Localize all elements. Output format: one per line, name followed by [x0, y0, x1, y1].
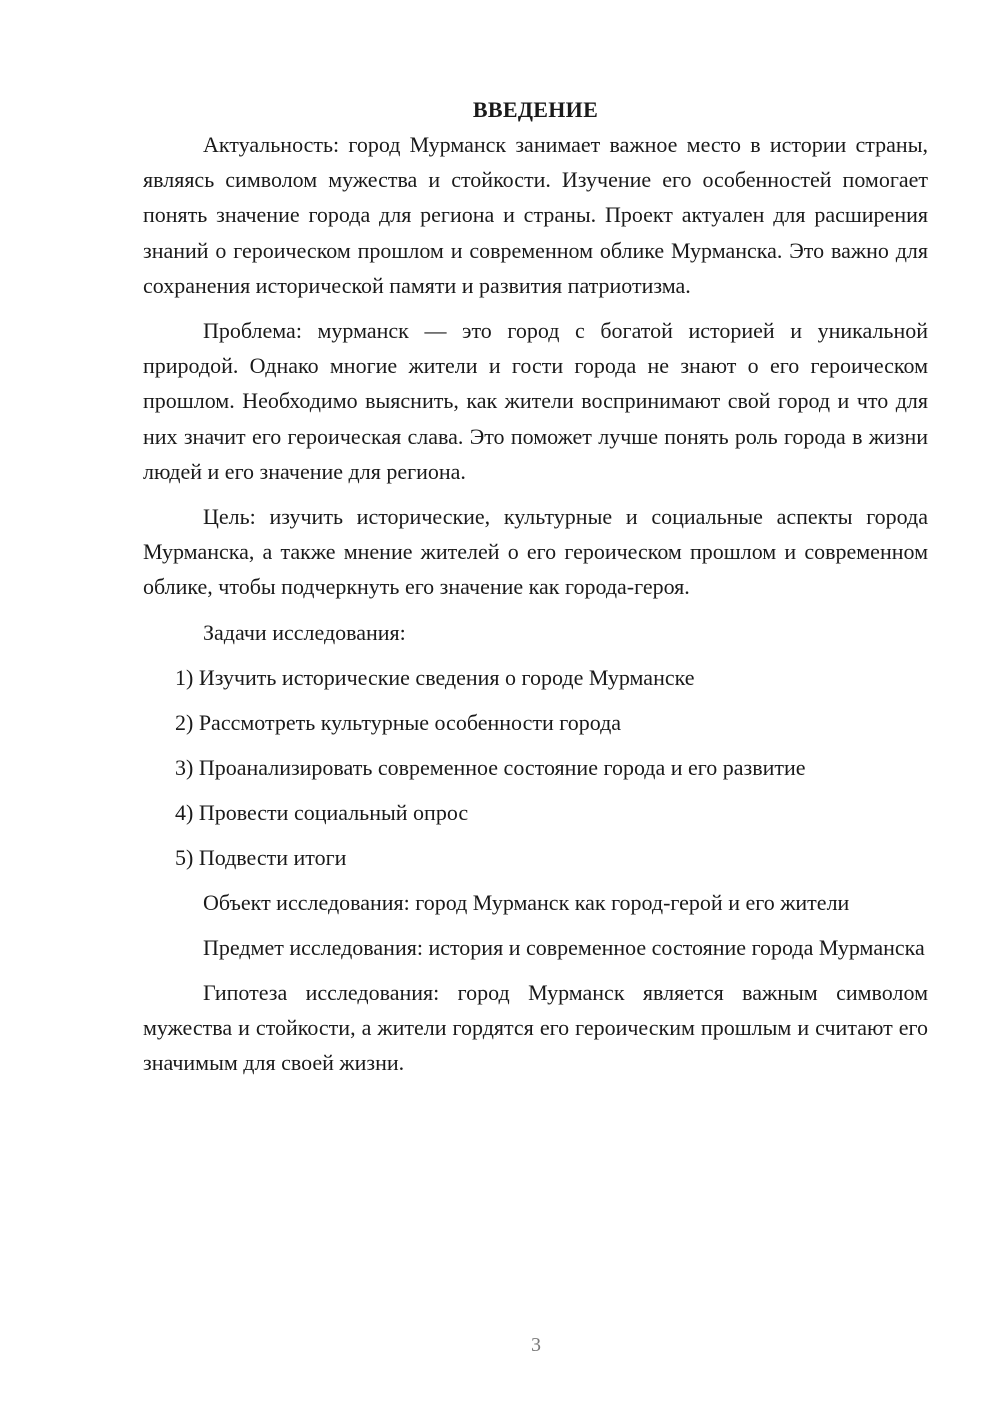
- tasks-list: [143, 660, 928, 875]
- task-item-2: 2) Рассмотреть культурные особенности города: [175, 709, 622, 735]
- document-page: [143, 92, 928, 1081]
- paragraph-goal: Цель: изучить исторические, культурные и социальные аспекты города Мурманска, а также мнение жителей о его героическом прошлом и современном облике, чтобы подчеркнуть его значение как города-героя.: [143, 504, 928, 600]
- task-item-3: 3) Проанализировать современное состояние города и его развитие: [175, 754, 806, 780]
- paragraph-problem: Проблема: мурманск — это город с богатой историей и уникальной природой. Однако многие жители и гости города не знают о его героическом прошлом. Необходимо выяснить, как жители воспринимают свой город и что для них значит его героическая слава. Это поможет лучше понять роль города в жизни людей и его значение для региона.: [143, 318, 928, 484]
- section-title: ВВЕДЕНИЕ: [472, 97, 599, 122]
- task-item-1: 1) Изучить исторические сведения о городе Мурманске: [175, 664, 695, 690]
- task-item-5: 5) Подвести итоги: [175, 844, 347, 870]
- paragraph-relevance: Актуальность: город Мурманск занимает важное место в истории страны, являясь символом мужества и стойкости. Изучение его особенностей помогает понять значение города для региона и страны. Проект актуален для расширения знаний о героическом прошлом и современном облике Мурманска. Это важно для сохранения исторической памяти и развития патриотизма.: [143, 132, 928, 298]
- paragraph-object: Объект исследования: город Мурманск как город-герой и его жители: [203, 889, 850, 915]
- paragraph-hypothesis: Гипотеза исследования: город Мурманск является важным символом мужества и стойкости, а жители гордятся его героическим прошлым и считают его значимым для своей жизни.: [143, 980, 928, 1076]
- tasks-heading: Задачи исследования:: [203, 619, 406, 645]
- paragraph-subject: Предмет исследования: история и современное состояние города Мурманска: [203, 934, 925, 960]
- task-item-4: 4) Провести социальный опрос: [175, 799, 469, 825]
- page-number: 3: [531, 1334, 541, 1356]
